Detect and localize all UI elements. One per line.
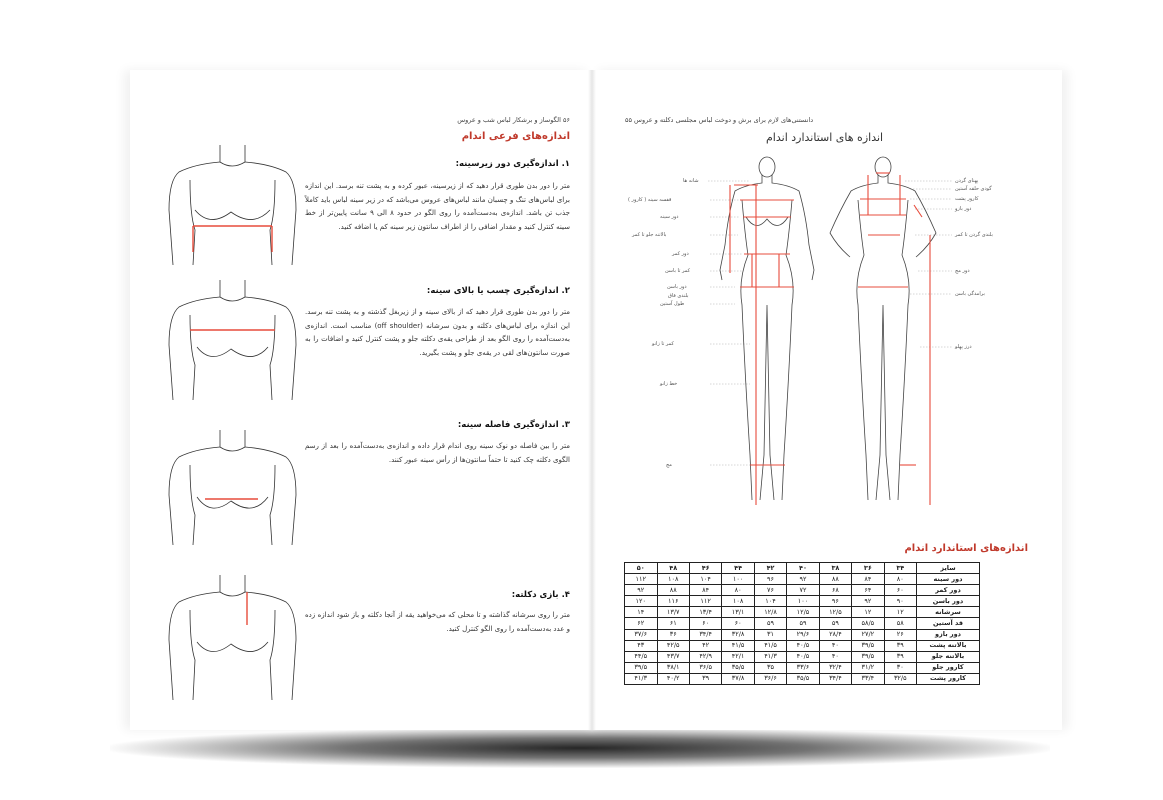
table-row-header: کارور جلو [917, 662, 980, 673]
table-cell: ۳۹ [884, 651, 916, 662]
table-cell: ۷۶ [754, 585, 786, 596]
table-cell: ۳۳/۶ [787, 662, 819, 673]
table-cell: ۴۲ [754, 563, 786, 574]
table-row [625, 607, 980, 618]
body-figures-illustration [690, 155, 955, 515]
table-row [625, 640, 980, 651]
label-waist-to-knee: کمر تا زانو [652, 341, 674, 347]
label-upper-arm: دور بازو [955, 206, 972, 212]
table-row [625, 574, 980, 585]
table-cell: ۵۹ [819, 618, 851, 629]
table-cell: ۴۲/۹ [689, 651, 721, 662]
table-cell: ۴۰ [787, 563, 819, 574]
section-1-text: متر را دور بدن طوری قرار دهید که از زیرسینه، عبور کرده و به پشت تنه برسد. این اندازه برای لباس‌های تنگ و چسبان مانند لباس‌های عروس می‌باشد که در زیر سینه لباس باید کاملاً جذب تن باشد. اندازه‌ی به‌دست‌آمده را روی الگو در حدود ۸ الی ۹ سانت پایین‌تر از خط سینه کنترل کنید و مقدار اضافی را از اطراف سانتون زیر سینه کم یا اضافه کنید. [305, 182, 570, 231]
table-cell: ۱۲ [884, 607, 916, 618]
table-cell: ۷۲ [787, 585, 819, 596]
table-cell: ۵۹ [787, 618, 819, 629]
table-cell: ۴۶ [689, 563, 721, 574]
table-cell: ۸۰ [884, 574, 916, 585]
table-row-header: سایز [917, 563, 980, 574]
label-bust: دور سینه [660, 214, 679, 220]
label-front-waist-length: بالاتنه جلو تا کمر [632, 232, 667, 238]
table-cell: ۴۴ [722, 563, 754, 574]
table-cell: ۱۲ [852, 607, 884, 618]
table-row-header: بالاتنه جلو [917, 651, 980, 662]
table-cell: ۱۰۸ [722, 596, 754, 607]
table-cell: ۳۰ [884, 662, 916, 673]
table-cell: ۳۷/۸ [722, 673, 754, 684]
table-cell: ۳۲/۸ [722, 629, 754, 640]
table-cell: ۳۲/۵ [884, 673, 916, 684]
table-cell: ۴۱/۳ [754, 651, 786, 662]
table-cell: ۱۰۸ [657, 574, 689, 585]
section-4-title: ۴. بازی دکلته: [511, 590, 570, 600]
label-neck-width: پهنای گردن [955, 178, 979, 184]
table-cell: ۹۰ [884, 596, 916, 607]
book-shadow [110, 728, 1050, 768]
label-side-seam: درز پهلو [955, 344, 972, 350]
table-row [625, 629, 980, 640]
table-cell: ۴۸ [657, 563, 689, 574]
table-cell: ۱۱۲ [625, 574, 658, 585]
table-cell: ۱۲/۵ [787, 607, 819, 618]
table-cell: ۳۹/۵ [852, 640, 884, 651]
table-row-header: دور سینه [917, 574, 980, 585]
table-cell: ۸۸ [657, 585, 689, 596]
table-cell: ۳۶ [852, 563, 884, 574]
section-1-title: ۱. اندازه‌گیری دور زیرسینه: [455, 159, 570, 169]
table-cell: ۴۰ [819, 651, 851, 662]
table-cell: ۳۵/۵ [787, 673, 819, 684]
table-cell: ۴۰/۲ [657, 673, 689, 684]
table-cell: ۳۹ [884, 640, 916, 651]
section-2-text: متر را دور بدن طوری قرار دهید که از بالای سینه و از زیربغل گذشته و به پشت تنه برسد. این اندازه برای لباس‌های دکلته و بدون سرشانه (off shoulder) مناسب است. اندازه‌ی به‌دست‌آمده را روی الگو بعد از طراحی یقه‌ی دکلته جلو و پشت کنترل کنید و اضافات را به صورت سانتون‌های لقی در یقه‌ی جلو و پشت بگیرید. [305, 308, 570, 357]
table-cell: ۶۸ [819, 585, 851, 596]
table-cell: ۶۴ [852, 585, 884, 596]
table-cell: ۲۸/۴ [819, 629, 851, 640]
section-3-text: متر را بین فاصله دو نوک سینه روی اندام قرار داده و اندازه‌ی به‌دست‌آمده را بعد از رسم الگوی دکلته چک کنید تا حتماً سانتون‌ها از رأس سینه عبور کنند. [305, 442, 570, 464]
table-cell: ۳۶/۵ [689, 662, 721, 673]
label-waist: دور کمر [672, 251, 689, 257]
table-cell: ۶۰ [884, 585, 916, 596]
table-cell: ۸۰ [722, 585, 754, 596]
table-row-header: کارور پشت [917, 673, 980, 684]
table-row-header: قد آستین [917, 618, 980, 629]
label-back-width: کارور پشت [955, 196, 979, 202]
table-cell: ۳۹/۵ [625, 662, 658, 673]
table-cell: ۶۰ [689, 618, 721, 629]
table-row [625, 651, 980, 662]
table-cell: ۴۳ [625, 640, 658, 651]
table-cell: ۲۹/۶ [787, 629, 819, 640]
table-cell: ۱۲/۵ [819, 607, 851, 618]
left-running-head: ۵۶ الگوساز و برشکار لباس شب و عروس [457, 116, 570, 124]
table-cell: ۱۳/۴ [689, 607, 721, 618]
torso-bust-distance-illustration [165, 425, 300, 550]
left-heading: اندازه‌های فرعی اندام [461, 131, 570, 142]
table-cell: ۳۹/۵ [852, 651, 884, 662]
table-cell: ۱۱۲ [689, 596, 721, 607]
table-cell: ۳۴/۴ [689, 629, 721, 640]
table-cell: ۱۰۰ [722, 574, 754, 585]
table-cell: ۴۱/۵ [754, 640, 786, 651]
table-cell: ۳۹ [689, 673, 721, 684]
label-sleeve-length: طول آستین [660, 301, 685, 307]
table-row-header: سرشانه [917, 607, 980, 618]
label-wrist: دور مچ [955, 268, 970, 274]
label-rise: بلندی فاق [668, 293, 689, 299]
label-waist-to-hip: کمر تا باسن [665, 268, 691, 274]
table-cell: ۱۰۴ [689, 574, 721, 585]
label-armhole-depth: گودی حلقه آستین [955, 186, 992, 192]
table-cell: ۴۲ [689, 640, 721, 651]
table-row-header: دور بازو [917, 629, 980, 640]
table-cell: ۱۴ [625, 607, 658, 618]
table-cell: ۱۲۰ [625, 596, 658, 607]
label-ankle: مچ [666, 462, 672, 468]
table-cell: ۴۲/۵ [657, 640, 689, 651]
torso-underbust-illustration [165, 140, 300, 270]
table-cell: ۳۸/۱ [657, 662, 689, 673]
table-row [625, 662, 980, 673]
table-cell: ۹۲ [625, 585, 658, 596]
table-cell: ۳۴/۴ [819, 673, 851, 684]
table-cell: ۲۶ [884, 629, 916, 640]
size-table-heading: اندازه‌های استاندارد اندام [904, 543, 1028, 554]
table-cell: ۴۱/۵ [722, 640, 754, 651]
table-row [625, 563, 980, 574]
table-cell: ۶۱ [657, 618, 689, 629]
table-row-header: بالاتنه پشت [917, 640, 980, 651]
label-shoulders: شانه ها [683, 178, 699, 184]
table-cell: ۹۲ [852, 596, 884, 607]
right-running-head: دانستنی‌های لازم برای برش و دوخت لباس مجلسی دکلته و عروس ۵۵ [625, 116, 814, 124]
table-cell: ۹۶ [754, 574, 786, 585]
table-row [625, 585, 980, 596]
table-cell: ۹۶ [819, 596, 851, 607]
table-cell: ۳۶ [657, 629, 689, 640]
table-cell: ۲۷/۲ [852, 629, 884, 640]
section-2-title: ۲. اندازه‌گیری چسب یا بالای سینه: [426, 286, 570, 296]
table-cell: ۸۴ [852, 574, 884, 585]
label-knee-line: خط زانو [660, 381, 678, 387]
table-cell: ۴۱/۳ [625, 673, 658, 684]
section-4-text: متر را روی سرشانه گذاشته و تا محلی که می‌خواهید یقه از آنجا دکلته و باز شود اندازه زده و عدد به‌دست‌آمده را روی الگو کنترل کنید. [305, 611, 570, 633]
section-3-title: ۳. اندازه‌گیری فاصله سینه: [457, 420, 570, 430]
table-cell: ۴۴/۵ [625, 651, 658, 662]
label-nape-to-waist: بلندی گردن تا کمر [955, 232, 993, 238]
table-cell: ۱۰۰ [787, 596, 819, 607]
table-cell: ۱۳/۷ [657, 607, 689, 618]
torso-overbust-illustration [165, 275, 300, 405]
size-table [624, 562, 980, 685]
table-cell: ۳۱ [754, 629, 786, 640]
label-seat-prominence: برامدگی باسن [955, 291, 985, 297]
table-cell: ۸۴ [689, 585, 721, 596]
table-cell: ۱۰۴ [754, 596, 786, 607]
table-cell: ۴۳/۷ [657, 651, 689, 662]
table-row [625, 618, 980, 629]
table-cell: ۵۰ [625, 563, 658, 574]
table-cell: ۵۸ [884, 618, 916, 629]
table-cell: ۳۶/۶ [754, 673, 786, 684]
table-row-header: دور کمر [917, 585, 980, 596]
table-cell: ۶۲ [625, 618, 658, 629]
table-cell: ۳۵ [754, 662, 786, 673]
book-spine [588, 70, 596, 730]
body-chart-title: اندازه های استاندارد اندام [766, 131, 884, 144]
table-cell: ۴۰/۵ [787, 651, 819, 662]
table-cell: ۶۰ [722, 618, 754, 629]
table-cell: ۳۳/۴ [852, 673, 884, 684]
table-cell: ۳۲/۴ [819, 662, 851, 673]
table-cell: ۴۰ [819, 640, 851, 651]
table-cell: ۳۱/۲ [852, 662, 884, 673]
table-cell: ۳۸ [819, 563, 851, 574]
table-cell: ۵۸/۵ [852, 618, 884, 629]
label-chest-width: قفسه سینه ( کارور ) [628, 197, 672, 203]
torso-strapless-illustration [165, 570, 300, 705]
table-cell: ۴۰/۵ [787, 640, 819, 651]
table-cell: ۳۴ [884, 563, 916, 574]
table-cell: ۱۱۶ [657, 596, 689, 607]
table-cell: ۱۲/۸ [754, 607, 786, 618]
table-cell: ۹۲ [787, 574, 819, 585]
table-row [625, 673, 980, 684]
table-cell: ۳۷/۶ [625, 629, 658, 640]
label-hip: دور باسن [667, 284, 687, 290]
table-cell: ۳۵/۵ [722, 662, 754, 673]
table-row [625, 596, 980, 607]
table-row-header: دور باسن [917, 596, 980, 607]
table-cell: ۴۲/۱ [722, 651, 754, 662]
table-cell: ۸۸ [819, 574, 851, 585]
table-cell: ۵۹ [754, 618, 786, 629]
table-cell: ۱۳/۱ [722, 607, 754, 618]
